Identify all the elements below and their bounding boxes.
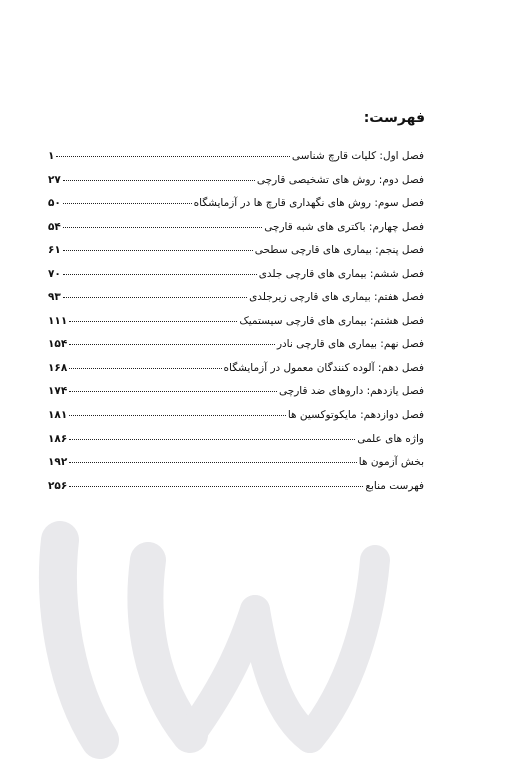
publisher-watermark — [30, 500, 410, 760]
toc-entry-page-number: ۱ — [48, 150, 55, 162]
toc-entry — [48, 456, 424, 480]
toc-entry-page-number: ۵۰ — [48, 197, 61, 210]
toc-entry-page-number: ۱۸۱ — [48, 409, 68, 422]
toc-entry — [48, 174, 424, 198]
toc-dot-leader — [63, 180, 255, 181]
watermark-stroke-1 — [58, 540, 100, 740]
toc-dot-leader — [69, 391, 277, 392]
toc-dot-leader — [63, 297, 247, 298]
toc-entry — [48, 433, 424, 457]
toc-entry-page-number: ۲۵۶ — [48, 479, 68, 492]
toc-entry-title: فصل هشتم: بیماری های قارچی سیستمیک — [239, 314, 424, 327]
toc-entry-page-number: ۱۶۸ — [48, 361, 68, 374]
toc-entry-title: فصل اول: کلیات قارچ شناسی — [291, 150, 424, 162]
toc-entry — [48, 291, 424, 315]
toc-entry — [48, 244, 424, 268]
toc-entry — [48, 150, 424, 174]
toc-entry-page-number: ۱۷۴ — [48, 385, 68, 398]
toc-dot-leader — [69, 462, 357, 463]
watermark-stroke-4 — [255, 610, 310, 738]
toc-entry-title: فصل هفتم: بیماری های قارچی زیرجلدی — [249, 291, 424, 304]
toc-entry — [48, 385, 424, 409]
toc-entry — [48, 197, 424, 221]
toc-entry — [48, 362, 424, 386]
toc-entry-title: فهرست منابع — [365, 479, 424, 492]
toc-entry-title: فصل دهم: آلوده کنندگان معمول در آزمایشگاه — [223, 361, 424, 374]
watermark-stroke-2 — [145, 560, 190, 735]
toc-entry-page-number: ۷۰ — [48, 267, 61, 280]
toc-entry-title: فصل یازدهم: داروهای ضد قارچی — [278, 385, 424, 398]
page-title: فهرست: — [363, 110, 425, 126]
toc-entry-page-number: ۵۴ — [48, 220, 61, 233]
toc-entry-title: واژه های علمی — [357, 432, 424, 445]
toc-entry-title: فصل پنجم: بیماری های قارچی سطحی — [254, 244, 424, 257]
toc-dot-leader — [69, 415, 286, 416]
toc-dot-leader — [63, 274, 257, 275]
toc-dot-leader — [69, 439, 355, 440]
toc-dot-leader — [69, 321, 237, 322]
toc-dot-leader — [69, 368, 221, 369]
toc-dot-leader — [63, 227, 262, 228]
toc-entry-page-number: ۹۳ — [48, 291, 61, 304]
toc-dot-leader — [63, 250, 253, 251]
toc-entry — [48, 480, 424, 504]
toc-entry-title: فصل چهارم: باکتری های شبه قارچی — [264, 220, 424, 233]
toc-entry — [48, 268, 424, 292]
toc-entry — [48, 221, 424, 245]
toc-dot-leader — [63, 203, 192, 204]
toc-entry-title: فصل سوم: روش های نگهداری قارچ ها در آزمایشگاه — [193, 197, 424, 210]
watermark-stroke-5 — [310, 560, 375, 738]
toc-entry-title: بخش آزمون ها — [358, 456, 424, 469]
toc-dot-leader — [56, 156, 289, 157]
toc-entry — [48, 338, 424, 362]
toc-entry-page-number: ۶۱ — [48, 244, 61, 257]
toc-entry-page-number: ۲۷ — [48, 173, 61, 186]
toc-dot-leader — [69, 344, 275, 345]
toc-entry-title: فصل دوم: روش های تشخیصی قارچی — [256, 173, 424, 186]
toc-entry-title: فصل نهم: بیماری های قارچی نادر — [276, 338, 424, 351]
toc-entry — [48, 409, 424, 433]
table-of-contents — [48, 150, 424, 503]
toc-dot-leader — [69, 486, 363, 487]
toc-entry-title: فصل دوازدهم: مایکوتوکسین ها — [287, 409, 424, 422]
toc-entry-page-number: ۱۹۲ — [48, 456, 68, 469]
toc-entry-page-number: ۱۵۴ — [48, 338, 68, 351]
toc-entry-page-number: ۱۱۱ — [48, 314, 68, 327]
toc-entry-title: فصل ششم: بیماری های قارچی جلدی — [258, 267, 424, 280]
toc-entry-page-number: ۱۸۶ — [48, 432, 68, 445]
toc-entry — [48, 315, 424, 339]
